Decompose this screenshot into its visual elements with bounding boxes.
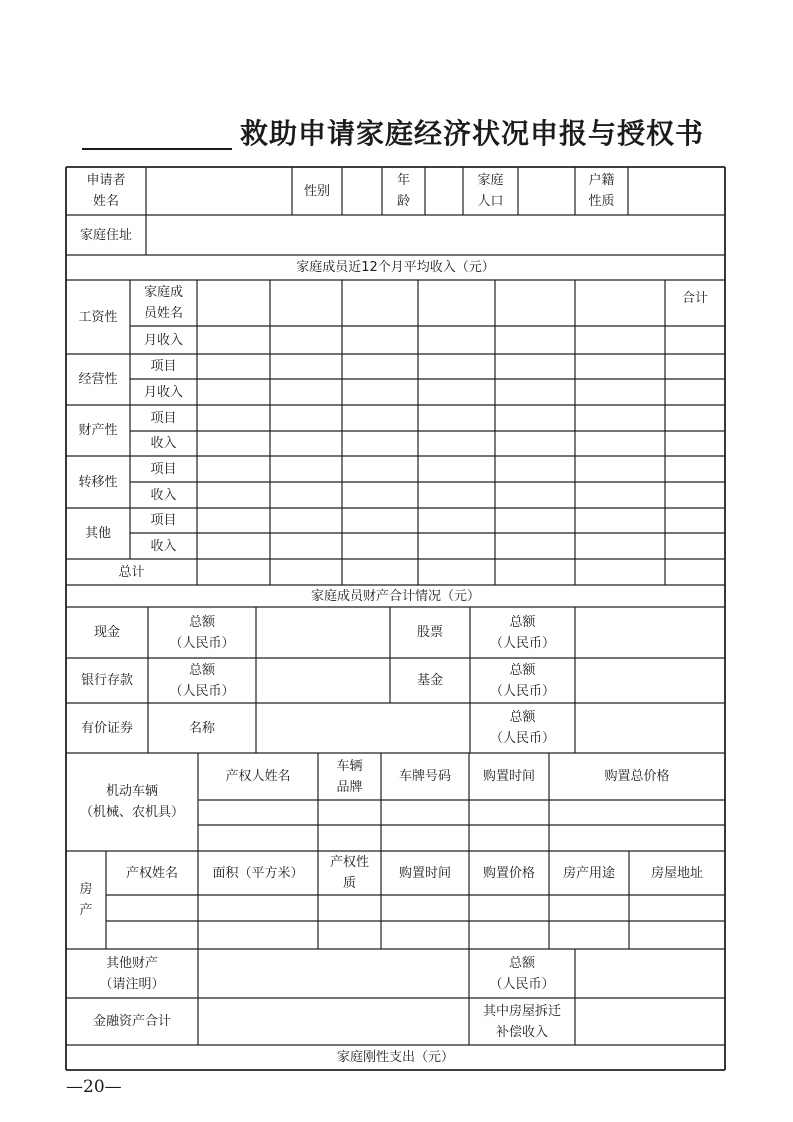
house-nature-label-line2: 质 xyxy=(342,876,356,891)
household-type-label-line2: 性质 xyxy=(588,194,615,209)
securities-name-field[interactable] xyxy=(256,703,470,753)
cash-field[interactable] xyxy=(256,607,390,658)
sum-label: 合计 xyxy=(681,291,708,306)
plate-number-label: 车牌号码 xyxy=(398,769,451,784)
family-size-field[interactable] xyxy=(518,167,575,215)
vehicle-total-price-label: 购置总价格 xyxy=(604,769,670,784)
house-use-label: 房产用途 xyxy=(562,865,615,881)
demolition-compensation-label-line2: 补偿收入 xyxy=(495,1024,548,1040)
demolition-compensation-label xyxy=(469,1000,575,1043)
house-nature-label-line1: 产权性 xyxy=(329,855,369,870)
securities-total-label-line2: （人民币） xyxy=(489,731,555,746)
housing-label xyxy=(66,877,106,923)
income-section-title: 家庭成员近12个月平均收入（元） xyxy=(296,260,495,275)
fund-total-label xyxy=(470,659,575,702)
stock-label: 股票 xyxy=(416,625,443,640)
vehicle-brand-label-line2: 品牌 xyxy=(336,779,363,795)
age-label-line1: 年 xyxy=(396,173,410,188)
other-assets-total-label xyxy=(469,952,575,995)
property-income-amount-label: 收入 xyxy=(150,436,177,451)
gender-label: 性别 xyxy=(303,183,330,199)
family-size-label-line1: 家庭 xyxy=(477,173,504,188)
securities-total-field[interactable] xyxy=(575,703,725,753)
house-address-label: 房屋地址 xyxy=(650,865,703,881)
house-area-label: 面积（平方米） xyxy=(212,865,304,881)
address-field[interactable] xyxy=(146,215,725,255)
family-size-label-line2: 人口 xyxy=(477,194,504,209)
other-assets-label-line1: 其他财产 xyxy=(105,955,158,971)
fund-field[interactable] xyxy=(575,658,725,703)
household-type-field[interactable] xyxy=(628,167,725,215)
applicant-name-label xyxy=(66,170,146,212)
deposit-total-label-line2: （人民币） xyxy=(169,683,235,699)
age-field[interactable] xyxy=(425,167,463,215)
fund-total-label-line1: 总额 xyxy=(509,662,536,678)
other-assets-field[interactable] xyxy=(198,949,469,998)
securities-total-label xyxy=(470,706,575,750)
household-type-label-line1: 户籍 xyxy=(588,173,615,188)
business-monthly-income-label: 月收入 xyxy=(143,384,183,400)
member-name-label-line1: 家庭成 xyxy=(143,285,183,300)
age-label xyxy=(382,170,425,212)
applicant-name-field[interactable] xyxy=(146,167,292,215)
housing-label-line1: 房 xyxy=(79,882,93,897)
stock-total-label-line1: 总额 xyxy=(509,614,536,630)
stock-total-label-line2: （人民币） xyxy=(489,635,555,651)
house-owner-label: 产权姓名 xyxy=(125,865,178,881)
assets-section-title: 家庭成员财产合计情况（元） xyxy=(310,588,480,604)
address-label: 家庭住址 xyxy=(79,227,132,243)
property-item-label: 项目 xyxy=(150,410,177,426)
applicant-name-label-line2: 姓名 xyxy=(92,194,119,209)
page-title: 救助申请家庭经济状况申报与授权书 xyxy=(240,117,705,150)
transfer-income-label: 收入 xyxy=(150,487,177,503)
cash-total-label xyxy=(148,610,256,655)
applicant-name-label-line1: 申请者 xyxy=(86,173,126,188)
age-label-line2: 龄 xyxy=(396,194,410,209)
securities-label: 有价证券 xyxy=(80,720,133,736)
transfer-item-label: 项目 xyxy=(150,461,177,477)
total-label: 总计 xyxy=(118,564,145,580)
wage-label: 工资性 xyxy=(78,309,118,325)
other-item-label: 项目 xyxy=(150,513,177,528)
transfer-label: 转移性 xyxy=(78,474,118,490)
family-size-label xyxy=(463,170,518,212)
financial-total-label: 金融资产合计 xyxy=(92,1014,171,1029)
other-income-label: 其他 xyxy=(84,526,111,541)
household-type-label xyxy=(575,170,628,212)
cash-total-label-line1: 总额 xyxy=(188,614,215,630)
cash-total-label-line2: （人民币） xyxy=(169,635,235,651)
business-label: 经营性 xyxy=(78,372,118,387)
other-income-amount-label: 收入 xyxy=(150,538,177,554)
house-purchase-price-label: 购置价格 xyxy=(482,865,535,881)
other-assets-total-label-line1: 总额 xyxy=(508,955,535,971)
house-purchase-time-label: 购置时间 xyxy=(398,865,451,881)
deposit-field[interactable] xyxy=(256,658,390,703)
financial-total-field[interactable] xyxy=(198,998,469,1045)
deposit-total-label-line1: 总额 xyxy=(188,662,215,678)
cash-label: 现金 xyxy=(93,625,120,640)
vehicle-brand-label xyxy=(318,755,381,798)
vehicle-owner-label: 产权人姓名 xyxy=(225,769,291,784)
vehicles-label xyxy=(66,780,198,824)
property-income-label: 财产性 xyxy=(78,423,118,438)
other-assets-total-field[interactable] xyxy=(575,949,725,998)
vehicle-purchase-time-label: 购置时间 xyxy=(482,769,535,784)
stock-total-label xyxy=(470,610,575,655)
other-assets-label-line2: （请注明） xyxy=(99,976,165,992)
stock-field[interactable] xyxy=(575,607,725,658)
securities-total-label-line1: 总额 xyxy=(509,710,536,725)
house-nature-label xyxy=(318,852,381,894)
vehicles-label-line1: 机动车辆 xyxy=(105,784,158,799)
gender-field[interactable] xyxy=(342,167,382,215)
deposit-label: 银行存款 xyxy=(80,673,133,688)
vehicles-label-line2: （机械、农机具） xyxy=(79,805,184,820)
other-assets-label xyxy=(66,952,198,995)
vehicle-brand-label-line1: 车辆 xyxy=(336,758,363,774)
member-name-label-line2: 员姓名 xyxy=(143,306,183,321)
wage-monthly-income-label: 月收入 xyxy=(143,332,183,348)
demolition-compensation-label-line1: 其中房屋拆迁 xyxy=(482,1003,561,1019)
deposit-total-label xyxy=(148,659,256,702)
demolition-compensation-field[interactable] xyxy=(575,998,725,1045)
housing-label-line2: 产 xyxy=(79,903,93,918)
page-number: —20— xyxy=(66,1077,122,1097)
member-name-label xyxy=(130,283,197,323)
fund-total-label-line2: （人民币） xyxy=(489,683,555,699)
business-item-label: 项目 xyxy=(150,359,177,374)
securities-name-label: 名称 xyxy=(188,720,215,736)
other-assets-total-label-line2: （人民币） xyxy=(489,976,555,992)
rigid-expense-title: 家庭刚性支出（元） xyxy=(336,1050,454,1065)
fund-label: 基金 xyxy=(416,673,443,688)
